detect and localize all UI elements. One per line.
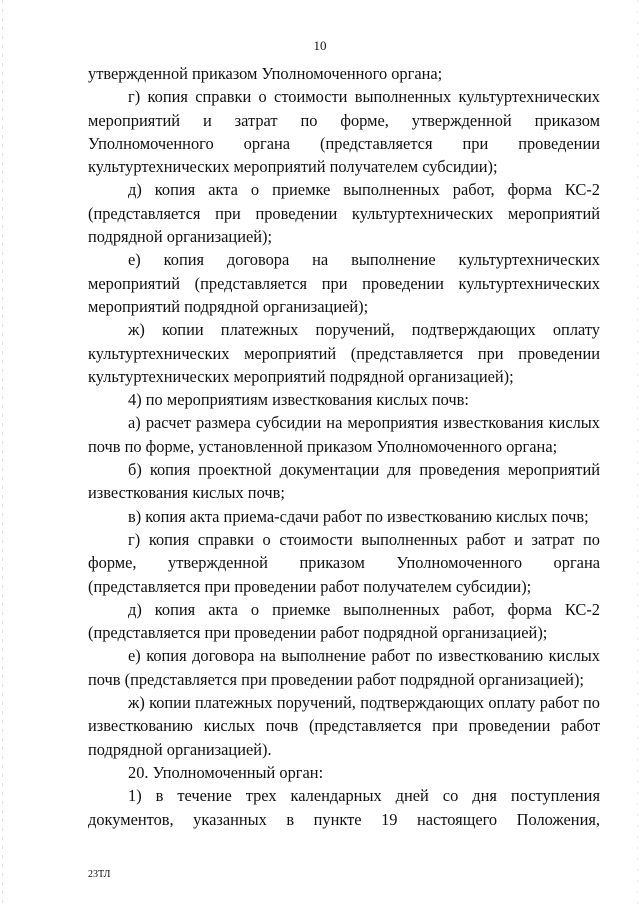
- paragraph: д) копия акта о приемке выполненных работ, форма КС-2 (представляется при проведении культуртехнических мероприятий подрядной организацией);: [88, 180, 600, 247]
- paragraph: ж) копии платежных поручений, подтверждающих оплату культуртехнических мероприятий (представляется при проведении культуртехнических мероприятий подрядной организацией);: [88, 320, 600, 386]
- paragraph: ж) копии платежных поручений, подтверждающих оплату работ по известкованию кислых почв (представляется при проведении работ подрядной организацией).: [88, 693, 600, 759]
- paragraph: 4) по мероприятиям известкования кислых почв:: [128, 390, 469, 410]
- paragraph: г) копия справки о стоимости выполненных работ и затрат по форме, утвержденной приказом Уполномоченного органа (представляется при проведении работ получателем субсидии);: [88, 529, 600, 596]
- scan-edge-left: [2, 0, 3, 905]
- paragraph: в) копия акта приема-сдачи работ по известкованию кислых почв;: [128, 506, 589, 526]
- page-number: 10: [313, 38, 327, 53]
- paragraph: д) копия акта о приемке выполненных работ, форма КС-2 (представляется при проведении работ подрядной организацией);: [88, 599, 600, 643]
- paragraph: 1) в течение трех календарных дней со дня поступления документов, указанных в пункте 19 настоящего Положения,: [88, 786, 600, 829]
- paragraph: а) расчет размера субсидии на мероприятия известкования кислых почв по форме, установленной приказом Уполномоченного органа;: [88, 413, 600, 456]
- paragraph: е) копия договора на выполнение культуртехнических мероприятий (представляется при проведении культуртехнических мероприятий подрядной организацией);: [88, 250, 600, 316]
- paragraph: б) копия проектной документации для проведения мероприятий известкования кислых почв;: [88, 460, 600, 503]
- document-body: [88, 62, 600, 831]
- paragraph: е) копия договора на выполнение работ по известкованию кислых почв (представляется при проведении работ подрядной организацией);: [88, 646, 600, 689]
- scan-edge-right: [637, 0, 638, 905]
- paragraph: г) копия справки о стоимости выполненных культуртехнических мероприятий и затрат по форме, утвержденной приказом Уполномоченного органа (представляется при проведении культуртехнических мероприятий получателем субсидии);: [88, 87, 600, 177]
- footer-code: 23ТЛ: [88, 869, 111, 880]
- paragraph: утвержденной приказом Уполномоченного органа;: [88, 64, 443, 83]
- paragraph: 20. Уполномоченный орган:: [128, 762, 324, 782]
